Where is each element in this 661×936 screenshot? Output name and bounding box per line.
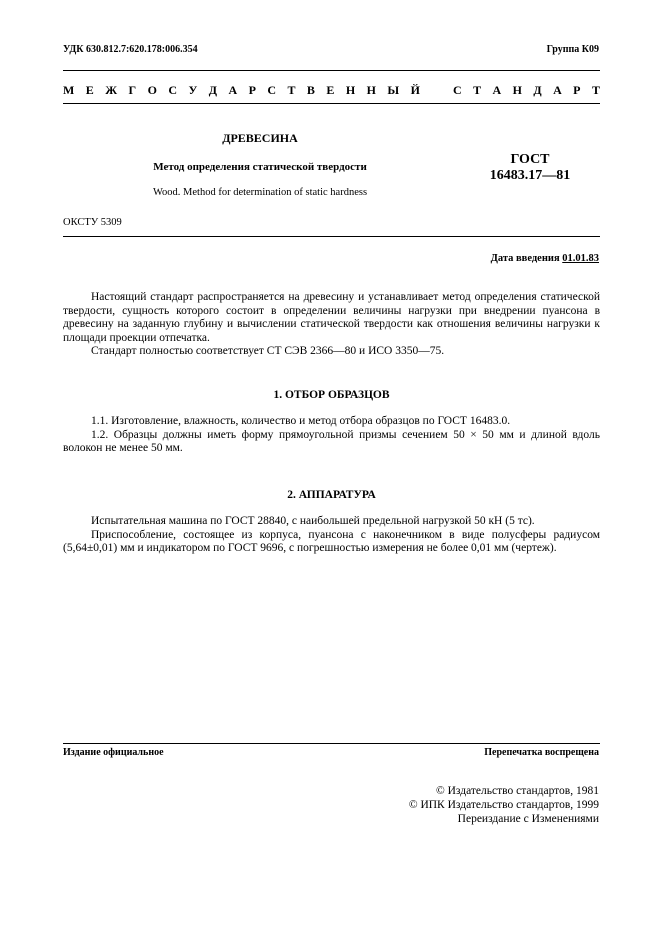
compliance-paragraph: Стандарт полностью соответствует СТ СЭВ 2366—80 и ИСО 3350—75.: [91, 345, 445, 357]
udk-code: УДК 630.812.7:620.178:006.354: [63, 44, 198, 55]
okstu-code: ОКСТУ 5309: [63, 217, 122, 228]
section-heading-apparatus: 2. АППАРАТУРА: [287, 489, 376, 501]
banner-letter: Ы: [387, 83, 400, 97]
intro-paragraph: Настоящий стандарт распространяется на древесину и устанавливает метод определения статической твердости, сущность которого состоит в определении величины нагрузки при внедрении пуансона в древесину на заданную глубину и вычислении статической твердости как отношения величины нагрузки к площади проекции отпечатка.: [63, 291, 600, 344]
banner-letter: Т: [591, 83, 600, 97]
effective-date: [491, 253, 599, 264]
document-title: ДРЕВЕСИНА: [222, 131, 298, 145]
banner-letter: Е: [85, 83, 94, 97]
header-bottom-rule: [63, 236, 600, 237]
clause-1-1: 1.1. Изготовление, влажность, количество и метод отбора образцов по ГОСТ 16483.0.: [91, 415, 511, 427]
gost-label: ГОСТ: [510, 152, 550, 167]
banner-letter: Т: [287, 83, 296, 97]
title-block: [100, 131, 420, 198]
gost-number-block: [470, 152, 590, 184]
document-subtitle: Метод определения статической твердости: [153, 161, 367, 173]
banner-letter: Г: [128, 83, 137, 97]
banner-letter: Ж: [105, 83, 118, 97]
banner-letter: В: [306, 83, 315, 97]
banner-letter: Д: [533, 83, 542, 97]
gost-number: 16483.17—81: [489, 168, 571, 183]
banner-letter: Н: [345, 83, 356, 97]
banner-letter: С: [168, 83, 178, 97]
effective-date-value: 01.01.83: [562, 253, 599, 264]
copyright-line-1981: © Издательство стандартов, 1981: [435, 785, 599, 797]
clause-1-2: 1.2. Образцы должны иметь форму прямоугольной призмы сечением 50 × 50 мм и длиной вдоль волокон не менее 50 мм.: [63, 428, 600, 454]
apparatus-fixture: Приспособление, состоящее из корпуса, пуансона с наконечником в виде полусферы радиусом (5,64±0,01) мм и индикатором по ГОСТ 9696, с погрешностью измерения не более 0,01 мм (чертеж).: [63, 528, 600, 554]
reissue-note: Переиздание с Изменениями: [457, 813, 599, 825]
top-rule: [63, 70, 600, 71]
banner-letter: О: [147, 83, 157, 97]
banner-letter: М: [63, 83, 75, 97]
banner-letter: А: [553, 83, 562, 97]
group-code: Группа К09: [546, 44, 599, 55]
section-body-sampling: [63, 415, 600, 456]
banner-letter: Р: [248, 83, 256, 97]
banner-letter: С: [267, 83, 277, 97]
reprint-prohibited-label: Перепечатка воспрещена: [484, 747, 599, 758]
banner-word-standard: [453, 83, 600, 98]
footer-rule: [63, 743, 600, 744]
copyright-line-1999: © ИПК Издательство стандартов, 1999: [408, 799, 599, 811]
official-edition-label: Издание официальное: [63, 747, 164, 758]
section-heading-sampling: 1. ОТБОР ОБРАЗЦОВ: [273, 389, 390, 401]
banner-letter: Е: [326, 83, 335, 97]
banner-letter: Д: [208, 83, 218, 97]
interstate-standard-banner: [63, 83, 600, 98]
banner-letter: Р: [573, 83, 581, 97]
effective-date-label: Дата введения: [490, 253, 563, 264]
banner-letter: У: [188, 83, 198, 97]
intro-section: [63, 291, 600, 359]
section-body-apparatus: [63, 515, 600, 556]
banner-letter: Т: [473, 83, 482, 97]
banner-letter: А: [492, 83, 502, 97]
banner-letter: А: [228, 83, 238, 97]
banner-word-interstate: [63, 83, 420, 98]
banner-letter: Н: [512, 83, 522, 97]
copyright-block: [409, 784, 599, 826]
apparatus-machine: Испытательная машина по ГОСТ 28840, с наибольшей предельной нагрузкой 50 кН (5 тс).: [91, 515, 535, 527]
banner-rule: [63, 103, 600, 104]
document-subtitle-english: Wood. Method for determination of static hardness: [152, 187, 368, 198]
banner-letter: Н: [366, 83, 376, 97]
banner-letter: Й: [410, 83, 420, 97]
banner-letter: С: [453, 83, 462, 97]
